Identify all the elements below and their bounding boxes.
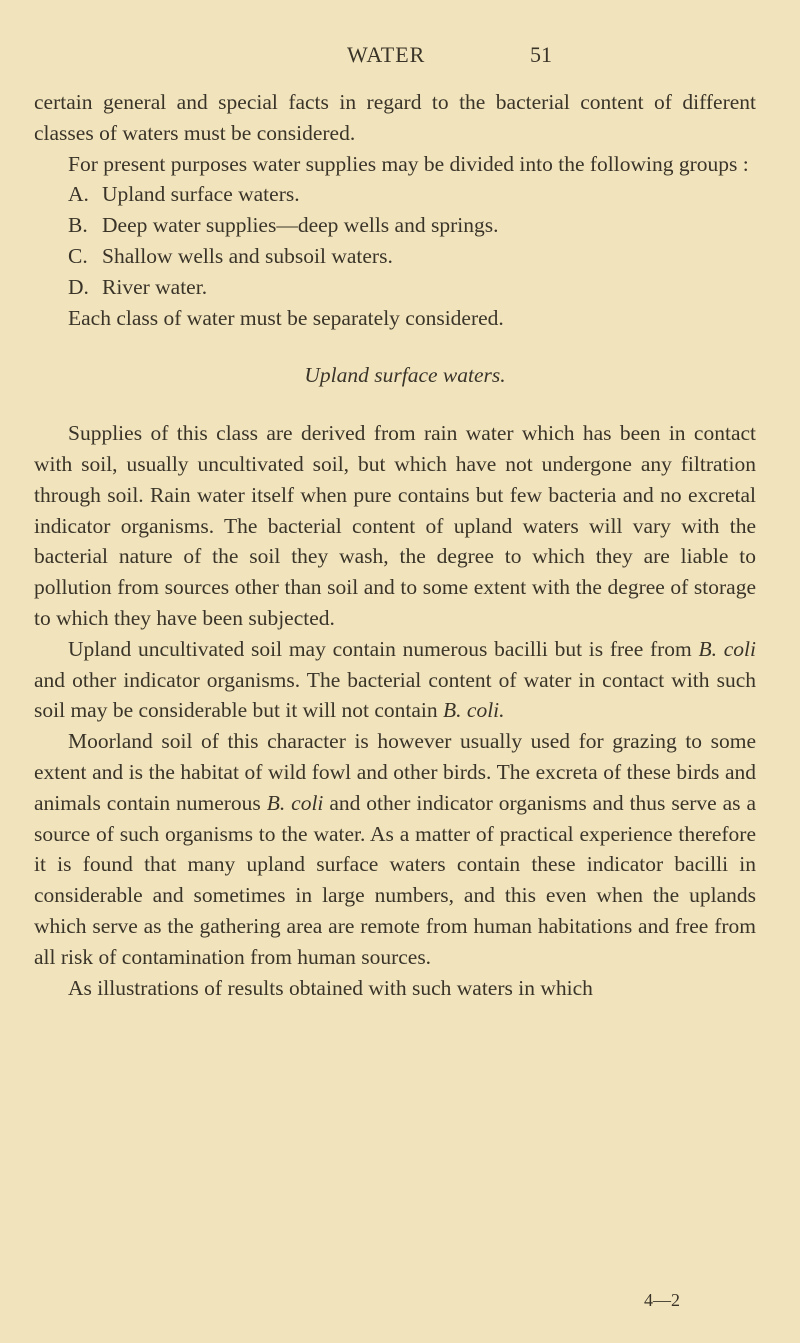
text-run: Moorland soil of this character is however usually used for grazing to some extent and is the habitat of wild fowl and other birds. The excreta of these birds and animals contain numerous — [34, 729, 756, 815]
page-number: 51 — [530, 42, 552, 67]
list-item — [68, 272, 756, 303]
groups-intro: For present purposes water supplies may be divided into the following groups : — [68, 151, 749, 176]
group-text: Upland surface waters. — [102, 182, 300, 207]
list-item — [68, 210, 756, 241]
text-run: and other indicator organisms and thus serve as a source of such organisms to the water. As a matter of practical experience therefore it is found that many upland surface waters contain these indicator bacilli in considerable and sometimes in large numbers, and this even when the uplands which serve as the gathering area are remote from human habitations and free from all risk of contamination from human sources. — [34, 790, 757, 969]
section-heading: Upland surface waters. — [304, 363, 506, 388]
group-letter: A. — [68, 182, 89, 207]
running-title: WATER — [347, 42, 426, 67]
group-letter: B. — [68, 213, 88, 238]
text-run: Upland uncultivated soil may contain numerous bacilli but is free from — [68, 636, 692, 661]
group-text: Deep water supplies—deep wells and springs. — [102, 213, 499, 238]
paragraph-illustrations: As illustrations of results obtained with such waters in which — [68, 975, 593, 1000]
body-text — [34, 87, 756, 1003]
list-item — [68, 179, 756, 210]
group-letter: C. — [68, 243, 88, 268]
paragraph-uncultivated-soil — [34, 634, 756, 726]
text-run: and other indicator organisms. The bacterial content of water in contact with such soil may be considerable but it will not contain — [34, 667, 756, 723]
group-text: Shallow wells and subsoil waters. — [102, 243, 393, 268]
signature-mark: 4—2 — [644, 1290, 680, 1310]
organism-name: B. coli — [266, 790, 324, 815]
paragraph-moorland-soil — [34, 726, 756, 972]
intro-continuation: certain general and special facts in regard to the bacterial content of different classes of waters must be considered. — [34, 90, 756, 145]
list-item — [68, 241, 756, 272]
each-class-note: Each class of water must be separately considered. — [68, 305, 504, 330]
organism-name: B. coli. — [443, 698, 505, 723]
group-letter: D. — [68, 274, 89, 299]
paragraph-supplies: Supplies of this class are derived from rain water which has been in contact with soil, usually uncultivated soil, but which have not undergone any filtration through soil. Rain water itself when pure contains but few bacteria and no excretal indicator organisms. The bacterial content of upland waters will vary with the bacterial nature of the soil they wash, the degree to which they are liable to pollution from sources other than soil and to some extent with the degree of storage to which they have been subjected. — [34, 421, 756, 630]
running-head — [0, 42, 800, 72]
group-text: River water. — [102, 274, 208, 299]
organism-name: B. coli — [698, 636, 756, 661]
water-groups-list — [34, 179, 756, 302]
